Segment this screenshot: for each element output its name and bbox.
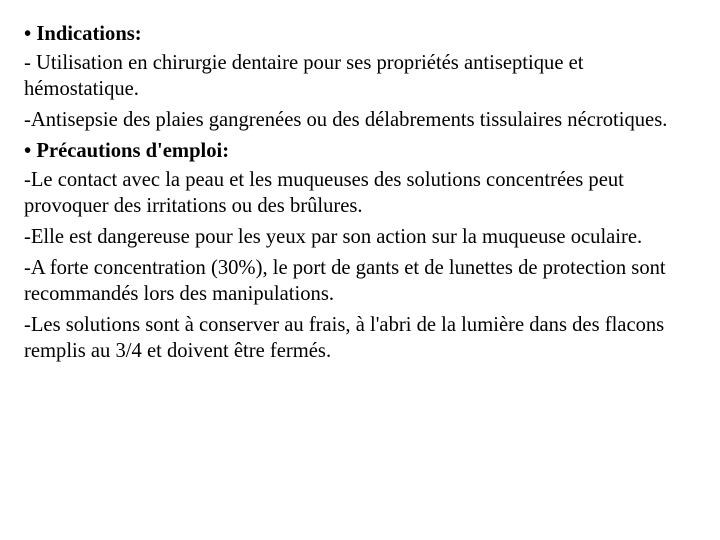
precautions-heading: • Précautions d'emploi: — [24, 140, 230, 162]
indication-item-antisepsis: -Antisepsie des plaies gangrenées ou des délabrements tissulaires nécrotiques. — [24, 109, 668, 131]
indications-heading: • Indications: — [24, 23, 142, 45]
precaution-item-protection: -A forte concentration (30%), le port de gants et de lunettes de protection sont recommandés lors des manipulations. — [24, 257, 666, 305]
precaution-item-storage: -Les solutions sont à conserver au frais, à l'abri de la lumière dans des flacons remplis au 3/4 et doivent être fermés. — [24, 314, 665, 362]
precaution-item-skin-contact: -Le contact avec la peau et les muqueuses des solutions concentrées peut provoquer des irritations ou des brûlures. — [24, 169, 624, 217]
precaution-item-eyes: -Elle est dangereuse pour les yeux par son action sur la muqueuse oculaire. — [24, 226, 643, 248]
indication-item-dental-surgery: - Utilisation en chirurgie dentaire pour ses propriétés antiseptique et hémostatique. — [24, 52, 584, 100]
